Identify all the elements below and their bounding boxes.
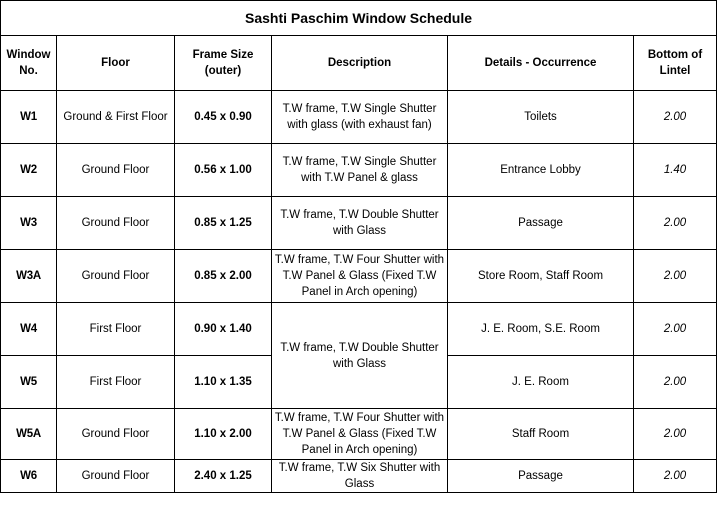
floor-cell: Ground Floor	[57, 460, 175, 493]
window-id: W5A	[1, 409, 57, 460]
floor-cell: First Floor	[57, 303, 175, 356]
table-row	[1, 144, 717, 197]
lintel-cell: 2.00	[634, 460, 717, 493]
frame-size-cell: 0.85 x 2.00	[175, 250, 272, 303]
frame-size-cell: 0.56 x 1.00	[175, 144, 272, 197]
header-lintel: Bottom of Lintel	[634, 36, 717, 91]
floor-cell: Ground & First Floor	[57, 91, 175, 144]
details-cell: J. E. Room	[448, 356, 634, 409]
window-id: W1	[1, 91, 57, 144]
floor-cell: First Floor	[57, 356, 175, 409]
description-cell: T.W frame, T.W Four Shutter with T.W Panel & Glass (Fixed T.W Panel in Arch opening)	[272, 250, 448, 303]
frame-size-cell: 1.10 x 1.35	[175, 356, 272, 409]
floor-cell: Ground Floor	[57, 144, 175, 197]
header-details: Details - Occurrence	[448, 36, 634, 91]
header-floor: Floor	[57, 36, 175, 91]
window-id: W6	[1, 460, 57, 493]
header-description: Description	[272, 36, 448, 91]
table-row	[1, 250, 717, 303]
frame-size-cell: 1.10 x 2.00	[175, 409, 272, 460]
details-cell: Staff Room	[448, 409, 634, 460]
description-cell: T.W frame, T.W Six Shutter with Glass	[272, 460, 448, 493]
details-cell: Passage	[448, 197, 634, 250]
header-frame-size: Frame Size (outer)	[175, 36, 272, 91]
floor-cell: Ground Floor	[57, 197, 175, 250]
details-cell: J. E. Room, S.E. Room	[448, 303, 634, 356]
frame-size-cell: 2.40 x 1.25	[175, 460, 272, 493]
table-row	[1, 197, 717, 250]
window-id: W2	[1, 144, 57, 197]
lintel-cell: 2.00	[634, 250, 717, 303]
table-row	[1, 303, 717, 356]
frame-size-cell: 0.90 x 1.40	[175, 303, 272, 356]
details-cell: Entrance Lobby	[448, 144, 634, 197]
lintel-cell: 2.00	[634, 197, 717, 250]
frame-size-cell: 0.45 x 0.90	[175, 91, 272, 144]
floor-cell: Ground Floor	[57, 250, 175, 303]
header-window-no: Window No.	[1, 36, 57, 91]
schedule-title: Sashti Paschim Window Schedule	[1, 1, 717, 36]
header-row	[1, 36, 717, 91]
window-id: W5	[1, 356, 57, 409]
details-cell: Toilets	[448, 91, 634, 144]
window-id: W3	[1, 197, 57, 250]
description-cell: T.W frame, T.W Single Shutter with T.W Panel & glass	[272, 144, 448, 197]
lintel-cell: 1.40	[634, 144, 717, 197]
description-cell: T.W frame, T.W Four Shutter with T.W Panel & Glass (Fixed T.W Panel in Arch opening)	[272, 409, 448, 460]
lintel-cell: 2.00	[634, 356, 717, 409]
description-cell: T.W frame, T.W Double Shutter with Glass	[272, 303, 448, 409]
details-cell: Store Room, Staff Room	[448, 250, 634, 303]
table-row	[1, 409, 717, 460]
table-row	[1, 460, 717, 493]
window-id: W3A	[1, 250, 57, 303]
lintel-cell: 2.00	[634, 409, 717, 460]
description-cell: T.W frame, T.W Double Shutter with Glass	[272, 197, 448, 250]
table-row	[1, 91, 717, 144]
title-row	[1, 1, 717, 36]
lintel-cell: 2.00	[634, 91, 717, 144]
description-cell: T.W frame, T.W Single Shutter with glass (with exhaust fan)	[272, 91, 448, 144]
window-id: W4	[1, 303, 57, 356]
details-cell: Passage	[448, 460, 634, 493]
lintel-cell: 2.00	[634, 303, 717, 356]
floor-cell: Ground Floor	[57, 409, 175, 460]
frame-size-cell: 0.85 x 1.25	[175, 197, 272, 250]
